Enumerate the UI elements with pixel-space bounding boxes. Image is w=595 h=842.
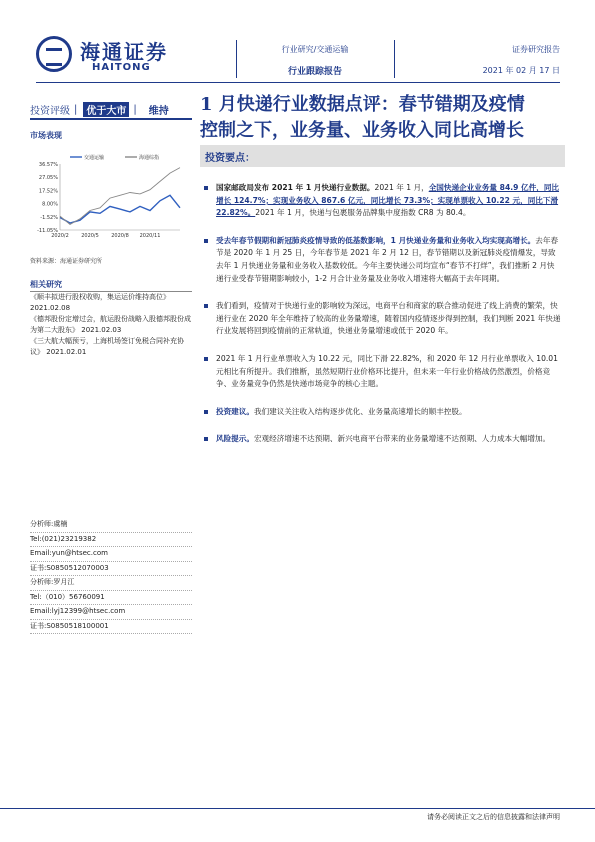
related-research-list bbox=[30, 292, 192, 358]
point-paragraph bbox=[204, 406, 562, 419]
y-tick-label: -1.52% bbox=[40, 214, 58, 221]
series-line bbox=[60, 168, 180, 225]
rating-label: 投资评级 bbox=[30, 105, 70, 117]
point-paragraph bbox=[204, 182, 562, 220]
analyst-tel: Tel:(021)23219382 bbox=[30, 533, 192, 548]
market-performance-title: 市场表现 bbox=[30, 131, 62, 140]
header-category-block bbox=[240, 44, 390, 77]
rating-value: 优于大市 bbox=[83, 102, 129, 117]
investment-points-body bbox=[204, 182, 562, 461]
y-tick-label: -11.05% bbox=[37, 228, 58, 234]
related-item-date: 2021.02.03 bbox=[81, 326, 122, 334]
investment-points-title: 投资要点： bbox=[205, 152, 255, 164]
rating-separator: | bbox=[133, 103, 137, 115]
y-tick-label: 8.00% bbox=[42, 201, 58, 208]
x-tick-label: 2020/5 bbox=[81, 233, 99, 239]
analyst-tel: Tel:（010）56760091 bbox=[30, 591, 192, 606]
series-line bbox=[60, 195, 180, 223]
report-label: 证券研究报告 bbox=[512, 45, 560, 54]
point-lead: 国家邮政局发布 2021 年 1 月快递行业数据。 bbox=[216, 183, 375, 192]
report-category: 行业研究/交通运输 bbox=[281, 45, 349, 54]
related-item[interactable] bbox=[30, 314, 192, 336]
investment-rating bbox=[30, 100, 192, 120]
analyst-card bbox=[30, 518, 192, 634]
point-text: 我们看到，疫情对于快递行业的影响较为深远，电商平台和商家的联合推动促进了线上消费的繁荣，快递行业在 2020 年全年维持了较高的业务量增速，随着国内疫情逐步得到控制，我们判断 2021 年快递行业发展将回到疫情前的正常轨道，快递业务量增速或低于 2020 年。 bbox=[216, 301, 561, 336]
point-text: 2021 年 1 月，快递与包裹服务品牌集中度指数 CR8 为 80.4。 bbox=[255, 208, 471, 218]
point-paragraph bbox=[204, 433, 562, 446]
market-performance-chart bbox=[30, 150, 192, 245]
related-item-title: 《顺丰拟进行股权收购，集运运价维持高位》 bbox=[30, 293, 170, 301]
footer-disclaimer: 请务必阅读正文之后的信息披露和法律声明 bbox=[427, 813, 560, 821]
x-tick-label: 2020/2 bbox=[51, 233, 69, 239]
report-title-line2: 控制之下，业务量、业务收入同比高增长 bbox=[200, 120, 524, 141]
investment-points-header bbox=[200, 145, 565, 167]
analyst-name: 分析师:罗月江 bbox=[30, 576, 192, 591]
related-item[interactable] bbox=[30, 292, 192, 314]
point-text: 宏观经济增速不达预期、新兴电商平台带来的业务量增速不达预期、人力成本大幅增加。 bbox=[253, 434, 551, 444]
chart-svg bbox=[30, 150, 192, 245]
legend-label: 海通综指 bbox=[139, 155, 160, 161]
related-item-title: 《三大航大幅预亏，上海机场签订免税合同补充协议》 bbox=[30, 337, 184, 356]
header-meta-block bbox=[420, 44, 560, 76]
y-tick-label: 36.57% bbox=[38, 162, 58, 168]
related-research-title: 相关研究 bbox=[30, 279, 192, 292]
related-item[interactable] bbox=[30, 336, 192, 358]
point-text: 去年春节是 2020 年 1 月 25 日，今年春节是 2021 年 2 月 12 日，春节错期以及新冠肺炎疫情爆发，导致去年 1 月快递业务量和业务收入基数较低。今年主要快递公司均宣布“春节不打烊”，我们推断 2 月快递行业受春节错期影响较小，1-2 月合计业务量及业务收入增速将大幅高于去年同期。 bbox=[216, 235, 559, 283]
x-tick-label: 2020/8 bbox=[111, 233, 129, 239]
header-divider bbox=[394, 40, 395, 78]
point-paragraph bbox=[204, 353, 562, 391]
logo-chinese-name: 海通证券 bbox=[80, 40, 168, 64]
report-type: 行业跟踪报告 bbox=[287, 67, 342, 77]
haitong-logo bbox=[36, 36, 186, 76]
point-lead: 受去年春节假期和新冠肺炎疫情导致的低基数影响，1 月快递业务量和业务收入均实现高增长。 bbox=[216, 235, 536, 245]
analyst-email[interactable]: Email:lyj12399@htsec.com bbox=[30, 605, 192, 620]
report-title bbox=[200, 92, 565, 144]
legend-label: 交通运输 bbox=[84, 155, 105, 161]
point-lead: 风险提示。 bbox=[216, 434, 254, 444]
y-tick-label: 27.05% bbox=[38, 175, 58, 182]
point-lead: 投资建议。 bbox=[216, 406, 254, 416]
point-paragraph bbox=[204, 235, 562, 285]
related-item-title: 《德邦股份定增过会，航运股份战略入股德邦股份成为第二大股东》 bbox=[30, 315, 191, 334]
logo-english-name: HAITONG bbox=[92, 62, 151, 73]
analyst-email[interactable]: Email:yun@htsec.com bbox=[30, 547, 192, 562]
rating-separator: | bbox=[74, 103, 78, 115]
footer-rule bbox=[0, 808, 595, 809]
report-date: 2021 年 02 月 17 日 bbox=[482, 66, 560, 75]
analyst-name: 分析师:虞楠 bbox=[30, 518, 192, 533]
header-divider bbox=[236, 40, 237, 78]
chart-source: 资料来源：海通证券研究所 bbox=[30, 258, 103, 265]
x-tick-label: 2020/11 bbox=[139, 233, 161, 239]
point-paragraph bbox=[204, 300, 562, 338]
related-item-date: 2021.02.01 bbox=[46, 348, 87, 356]
related-item-date: 2021.02.08 bbox=[30, 304, 71, 312]
rating-action: 维持 bbox=[148, 105, 169, 117]
analyst-cert: 证书:S0850518100001 bbox=[30, 620, 192, 635]
point-highlight: 全国快递企业业务量 84.9 亿件，同比增长 124.7%；实现业务收入 867.6 亿元，同比增长 73.3%；实现单票收入 10.22 元，同比下滑 22.82%。 bbox=[216, 183, 560, 218]
header-rule bbox=[36, 82, 560, 83]
point-text: 我们建议关注收入结构逐步优化、业务量高速增长的顺丰控股。 bbox=[253, 406, 467, 416]
haitong-logo-icon bbox=[36, 36, 72, 72]
report-title-line1: 1 月快递行业数据点评：春节错期及疫情 bbox=[200, 94, 525, 115]
y-tick-label: 17.52% bbox=[38, 188, 58, 195]
point-text: 2021 年 1 月行业单票收入为 10.22 元，同比下滑 22.82%，和 2020 年 12 月行业单票收入 10.01 元相比有所提升。我们推断，虽然短期行业价格环比提升，但未来一年行业价格战仍然激烈，价格竞争、业务量竞争仍然是快递市场竞争的核心主题。 bbox=[216, 353, 558, 389]
analyst-cert: 证书:S0850512070003 bbox=[30, 562, 192, 577]
point-text: 2021 年 1 月， bbox=[374, 183, 429, 192]
